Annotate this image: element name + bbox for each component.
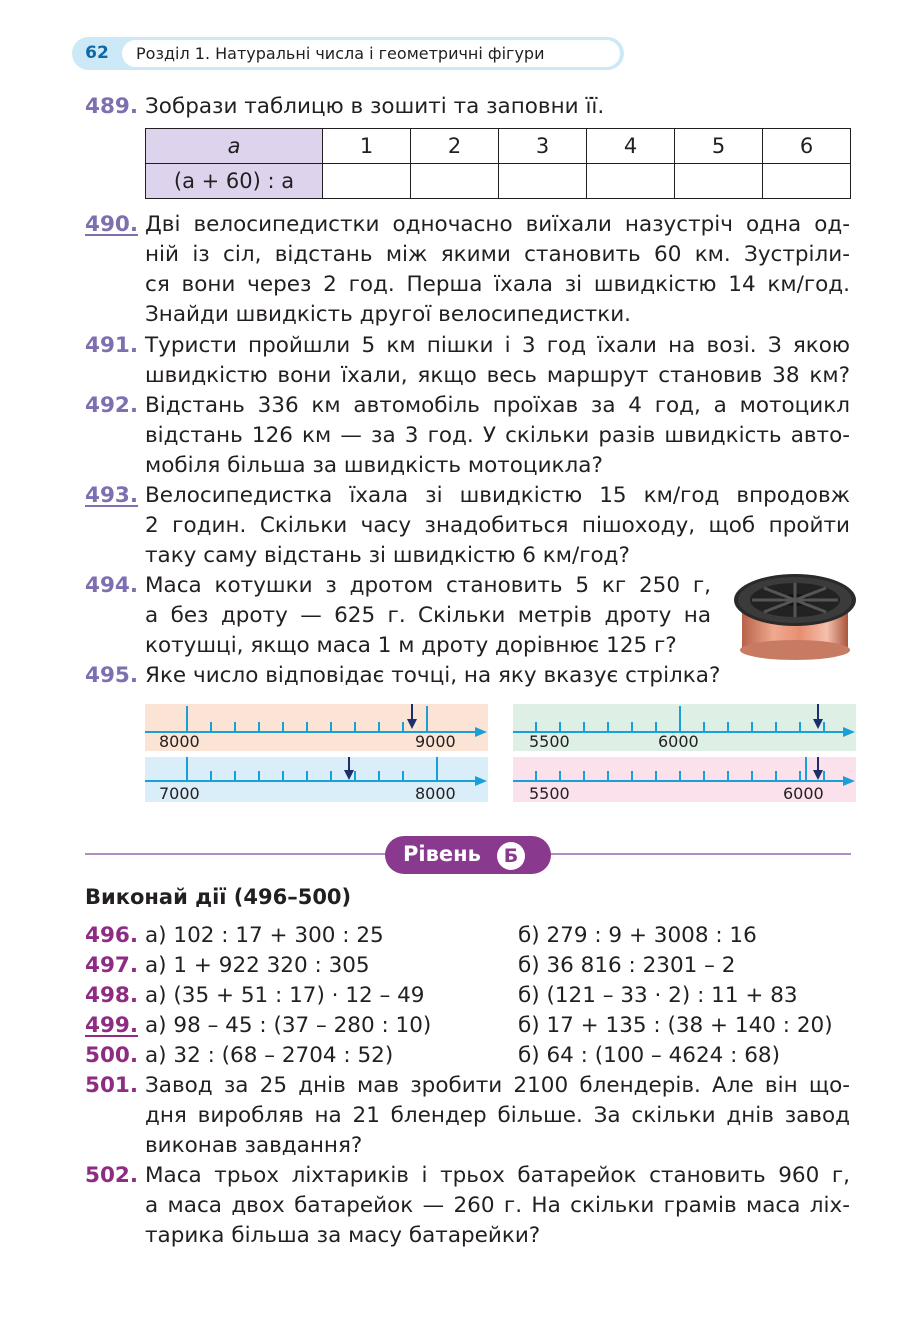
problem-502-line: тарика більша за масу батарейки?: [145, 1223, 541, 1248]
table-cell-empty: [323, 164, 411, 199]
down-arrow-icon: [812, 704, 824, 730]
table-cell-empty: [763, 164, 851, 199]
exercise-part-a: а) 102 : 17 + 300 : 25: [145, 923, 384, 948]
chapter-title: Розділ 1. Натуральні числа і геометричні фігури: [136, 44, 545, 63]
table-header-expression: (a + 60) : a: [146, 164, 323, 199]
exercise-part-b: б) (121 – 33 · 2) : 11 + 83: [518, 983, 798, 1008]
down-arrow-icon: [343, 757, 355, 781]
exercise-number: 498.: [85, 983, 139, 1008]
table-cell-empty: [587, 164, 675, 199]
problem-number-489: 489.: [85, 94, 139, 119]
problem-490-line: Знайди швидкість другої велосипедистки.: [145, 302, 631, 327]
problem-502-line: а маса двох батарейок — 260 г. На скільки грамів маса ліх-: [145, 1193, 850, 1218]
problem-501-line: дня виробляв на 21 блендер більше. За скільки днів завод: [145, 1103, 850, 1128]
problem-number-501: 501.: [85, 1073, 139, 1098]
number-line-1: [145, 704, 488, 751]
number-line-label: 5500: [529, 732, 570, 751]
problem-493-line: 2 годин. Скільки часу знадобиться пішоходу, щоб пройти: [145, 513, 850, 538]
number-line-4: [513, 757, 856, 802]
exercise-number: 499.: [85, 1013, 139, 1038]
exercise-part-b: б) 17 + 135 : (38 + 140 : 20): [518, 1013, 833, 1038]
exercise-part-a: а) 98 – 45 : (37 – 280 : 10): [145, 1013, 432, 1038]
problem-495-text: Яке число відповідає точці, на яку вказує стрілка?: [145, 663, 721, 688]
exercise-number: 496.: [85, 923, 139, 948]
table-cell-empty: [411, 164, 499, 199]
exercise-number: 497.: [85, 953, 139, 978]
problem-number-493: 493.: [85, 483, 139, 508]
table-cell: 1: [323, 129, 411, 164]
level-letter: Б: [497, 842, 525, 870]
problem-492-line: відстань 126 км — за 3 год. У скільки разів швидкість авто-: [145, 423, 850, 448]
exercise-part-a: а) 32 : (68 – 2704 : 52): [145, 1043, 394, 1068]
problem-number-490: 490.: [85, 212, 139, 237]
problem-number-492: 492.: [85, 393, 139, 418]
problem-489-text: Зобрази таблицю в зошиті та заповни її.: [145, 94, 605, 119]
table-cell-empty: [499, 164, 587, 199]
level-divider-left: [85, 853, 387, 855]
exercise-part-a: а) (35 + 51 : 17) · 12 – 49: [145, 983, 425, 1008]
table-cell: 3: [499, 129, 587, 164]
number-line-label: 9000: [415, 732, 456, 751]
table-header-a: a: [146, 129, 323, 164]
problem-490-line: ся вони через 2 год. Перша їхала зі швидкістю 14 км/год.: [145, 272, 850, 297]
problem-502-line: Маса трьох ліхтариків і трьох батарейок становить 960 г,: [145, 1163, 850, 1188]
page-number: 62: [85, 43, 109, 63]
problem-492-line: мобіля більша за швидкість мотоцикла?: [145, 453, 603, 478]
table-cell: 5: [675, 129, 763, 164]
number-line-label: 6000: [783, 784, 824, 803]
problem-number-502: 502.: [85, 1163, 139, 1188]
section-title: Виконай дії (496–500): [85, 885, 352, 909]
problem-494-line: котушці, якщо маса 1 м дроту дорівнює 125 г?: [145, 633, 677, 658]
table-cell: 4: [587, 129, 675, 164]
problem-number-491: 491.: [85, 333, 139, 358]
number-line-3: [145, 757, 488, 802]
problem-494-line: Маса котушки з дротом становить 5 кг 250 г,: [145, 573, 711, 598]
down-arrow-icon: [406, 704, 418, 730]
table-489: [145, 128, 851, 199]
table-cell: 6: [763, 129, 851, 164]
number-line-2: [513, 704, 856, 751]
problem-number-494: 494.: [85, 573, 139, 598]
level-divider-right: [549, 853, 851, 855]
level-label: Рівень: [403, 842, 481, 866]
problem-491-line: швидкістю вони їхали, якщо весь маршрут становив 38 км?: [145, 363, 850, 388]
down-arrow-icon: [812, 757, 824, 781]
problem-501-line: Завод за 25 днів мав зробити 2100 блендерів. Але він що-: [145, 1073, 850, 1098]
number-line-label: 8000: [159, 732, 200, 751]
problem-493-line: Велосипедистка їхала зі швидкістю 15 км/год впродовж: [145, 483, 850, 508]
exercise-part-a: а) 1 + 922 320 : 305: [145, 953, 370, 978]
table-cell: 2: [411, 129, 499, 164]
exercise-number: 500.: [85, 1043, 139, 1068]
problem-491-line: Туристи пройшли 5 км пішки і 3 год їхали на возі. З якою: [145, 333, 850, 358]
exercise-part-b: б) 36 816 : 2301 – 2: [518, 953, 736, 978]
table-cell-empty: [675, 164, 763, 199]
problem-490-line: ній із сіл, відстань між якими становить 60 км. Зустріли-: [145, 242, 850, 267]
problem-490-line: Дві велосипедистки одночасно виїхали назустріч одна од-: [145, 212, 850, 237]
table-row: [146, 164, 851, 199]
problem-492-line: Відстань 336 км автомобіль проїхав за 4 год, а мотоцикл: [145, 393, 850, 418]
exercise-part-b: б) 279 : 9 + 3008 : 16: [518, 923, 757, 948]
problem-493-line: таку саму відстань зі швидкістю 6 км/год?: [145, 543, 630, 568]
problem-501-line: виконав завдання?: [145, 1133, 363, 1158]
number-line-label: 6000: [658, 732, 699, 751]
number-line-label: 5500: [529, 784, 570, 803]
number-line-label: 7000: [159, 784, 200, 803]
problem-number-495: 495.: [85, 663, 139, 688]
number-line-label: 8000: [415, 784, 456, 803]
exercise-part-b: б) 64 : (100 – 4624 : 68): [518, 1043, 780, 1068]
wire-spool-image: [732, 570, 858, 662]
table-row: [146, 129, 851, 164]
problem-494-line: а без дроту — 625 г. Скільки метрів дроту на: [145, 603, 711, 628]
